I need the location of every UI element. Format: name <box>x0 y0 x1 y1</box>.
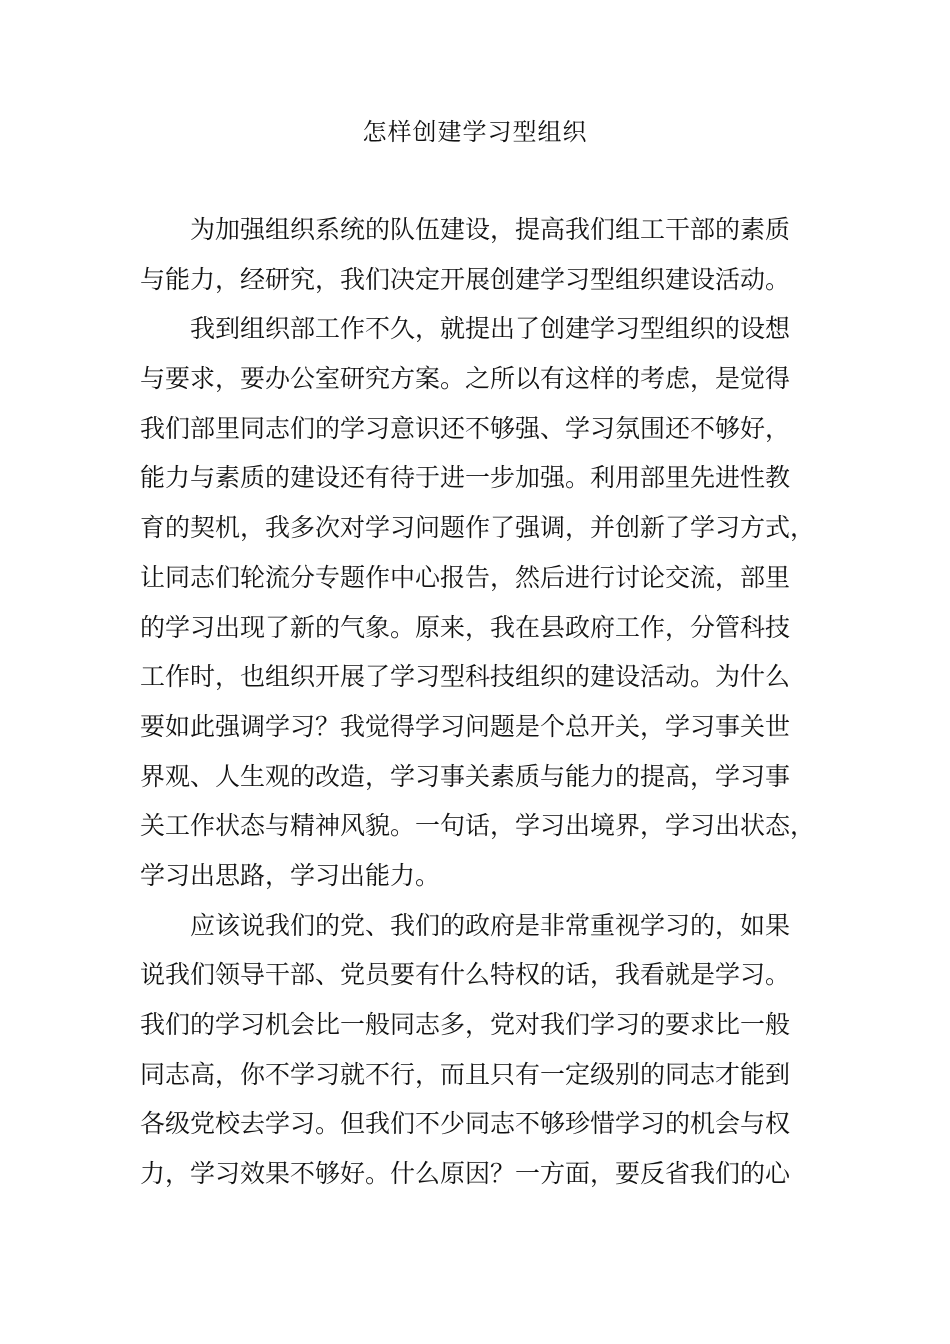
paragraph-line: 能力与素质的建设还有待于进一步加强。利用部里先进性教 <box>140 463 791 493</box>
paragraph-line: 的学习出现了新的气象。原来，我在县政府工作，分管科技 <box>140 612 791 642</box>
paragraph-line: 我们部里同志们的学习意识还不够强、学习氛围还不够好， <box>140 413 791 443</box>
paragraph-line: 界观、人生观的改造，学习事关素质与能力的提高，学习事 <box>140 761 791 791</box>
paragraph-line: 要如此强调学习？我觉得学习问题是个总开关，学习事关世 <box>140 711 791 741</box>
paragraph-line: 说我们领导干部、党员要有什么特权的话，我看就是学习。 <box>140 960 791 990</box>
paragraph-line: 与要求，要办公室研究方案。之所以有这样的考虑，是觉得 <box>140 364 791 394</box>
paragraph-line: 力，学习效果不够好。什么原因？一方面，要反省我们的心 <box>140 1159 791 1189</box>
document-body <box>140 205 815 1199</box>
paragraph-line: 让同志们轮流分专题作中心报告，然后进行讨论交流，部里 <box>140 562 791 592</box>
paragraph-line: 与能力，经研究，我们决定开展创建学习型组织建设活动。 <box>140 264 791 294</box>
paragraph-line: 育的契机，我多次对学习问题作了强调，并创新了学习方式， <box>140 513 816 543</box>
paragraph-line: 各级党校去学习。但我们不少同志不够珍惜学习的机会与权 <box>140 1109 791 1139</box>
paragraph-line: 我们的学习机会比一般同志多，党对我们学习的要求比一般 <box>140 1010 791 1039</box>
paragraph-line: 学习出思路，学习出能力。 <box>140 860 441 890</box>
paragraph-line: 应该说我们的党、我们的政府是非常重视学习的，如果 <box>190 910 791 940</box>
paragraph-line: 关工作状态与精神风貌。一句话，学习出境界，学习出状态， <box>140 811 816 841</box>
document-title: 怎样创建学习型组织 <box>362 118 588 146</box>
paragraph-line: 为加强组织系统的队伍建设，提高我们组工干部的素质 <box>190 215 791 244</box>
paragraph-line: 工作时，也组织开展了学习型科技组织的建设活动。为什么 <box>140 662 791 692</box>
paragraph-line: 我到组织部工作不久，就提出了创建学习型组织的设想 <box>190 314 791 344</box>
paragraph-line: 同志高，你不学习就不行，而且只有一定级别的同志才能到 <box>140 1059 791 1089</box>
